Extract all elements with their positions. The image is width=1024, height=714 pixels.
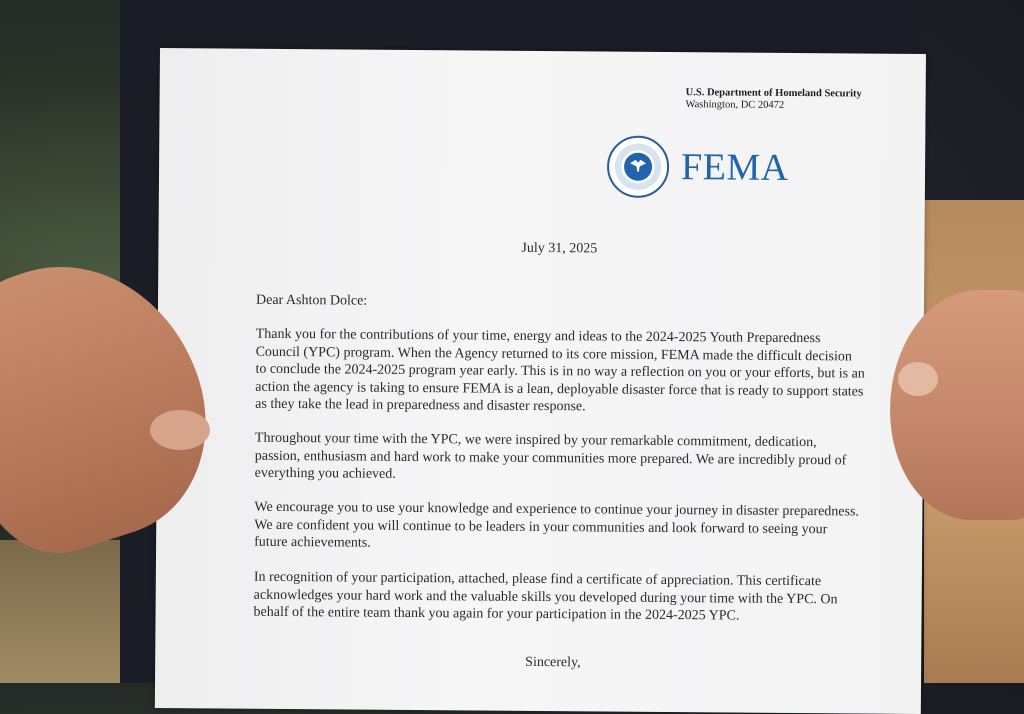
fema-wordmark: FEMA xyxy=(680,146,789,189)
letterhead-department: U.S. Department of Homeland Security xyxy=(685,87,862,100)
letter-paragraph-1: Thank you for the contributions of your time, energy and ideas to the 2024-2025 Youth Preparedness Council (YPC) program. When the Agency returned to its core mission, FEMA made the difficult decision to conclude the 2024-2025 program year early. This is in no way a reflection on you or your efforts, but is an action the agency is taking to ensure FEMA is a lean, deployable disaster force that is ready to support states as they take the lead in preparedness and disaster response. xyxy=(255,326,865,415)
left-thumbnail xyxy=(150,410,210,450)
letter-paragraph-3: We encourage you to use your knowledge and experience to continue your journey in disaster preparedness. We are confident you will continue to be leaders in your communities and look forward to seeing your future achievements. xyxy=(254,499,859,551)
letter-paragraph-2: Throughout your time with the YPC, we were inspired by your remarkable commitment, dedication, passion, enthusiasm and hard work to make your communities more prepared. We are incredibly proud of everything you achieved. xyxy=(254,430,847,483)
letter-date: July 31, 2025 xyxy=(521,240,598,257)
background-ground-left xyxy=(0,540,120,683)
letter-salutation: Dear Ashton Dolce: xyxy=(255,292,368,309)
right-thumbnail xyxy=(898,362,938,396)
fema-logo xyxy=(607,136,789,199)
letter-paragraph-4: In recognition of your participation, attached, please find a certificate of appreciation. This certificate acknowledges your hard work and the valuable skills you developed during your time with the YPC. On behalf of the entire team thank you again for your participation in the 2024-2025 YPC. xyxy=(253,569,838,624)
letterhead xyxy=(686,87,862,112)
letter-closing: Sincerely, xyxy=(525,654,581,671)
letterhead-address: Washington, DC 20472 xyxy=(685,99,785,111)
dhs-seal-icon xyxy=(607,136,669,198)
letter-paper xyxy=(155,48,926,714)
